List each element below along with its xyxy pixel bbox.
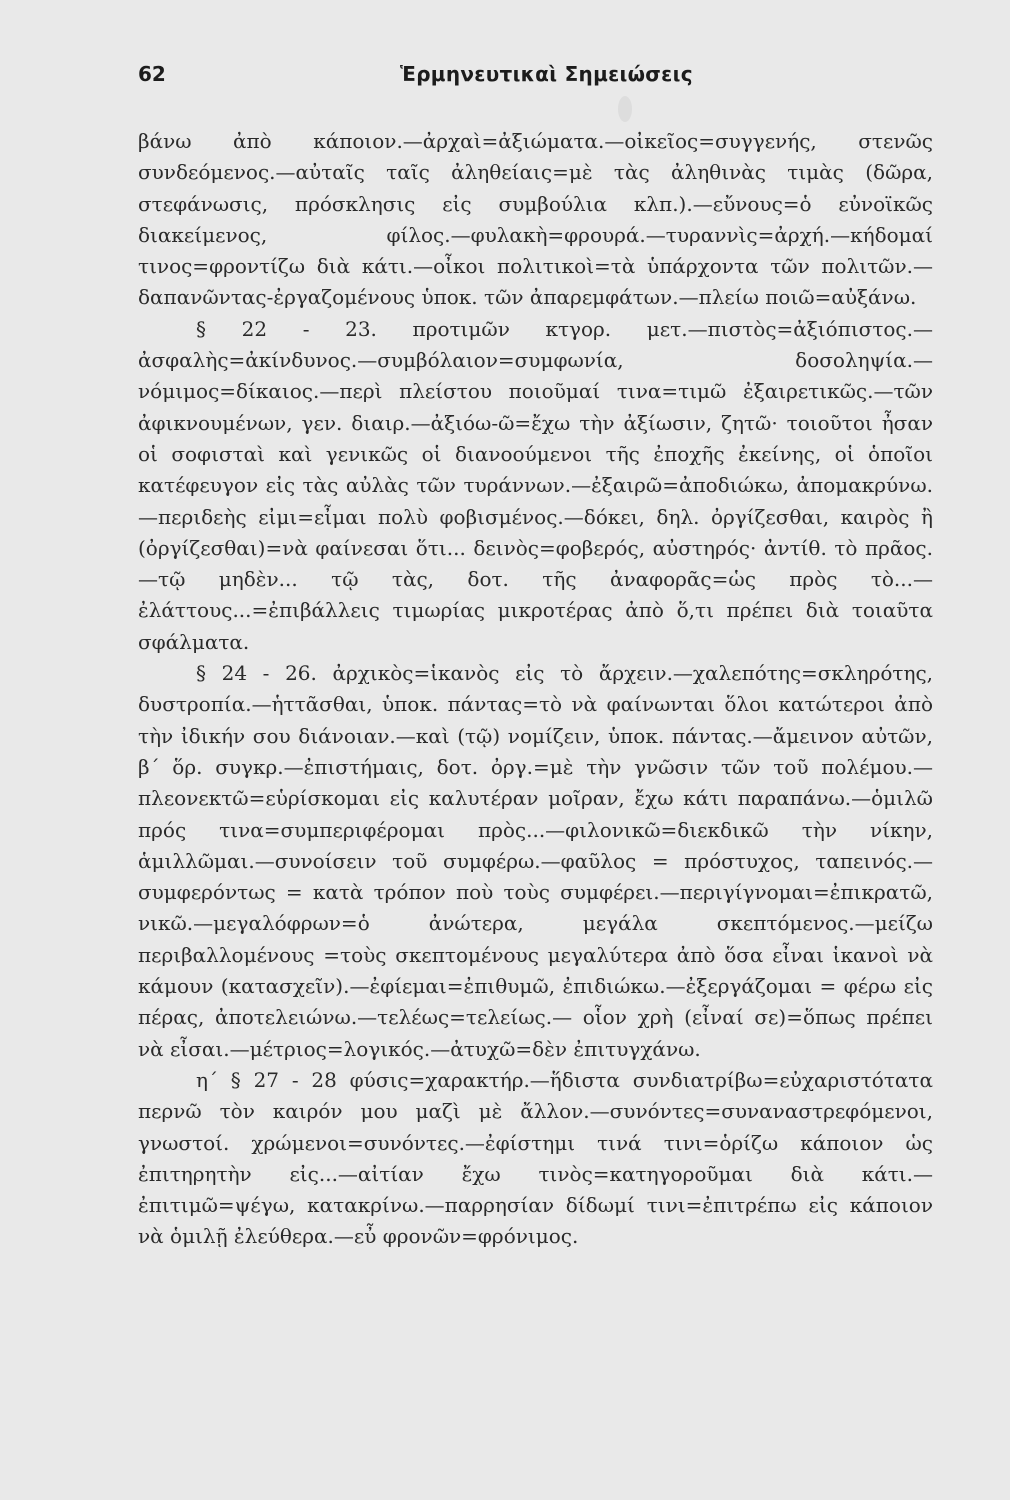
paper-smudge: [618, 96, 632, 122]
paragraph: η΄ § 27 - 28 φύσις=χαρακτήρ.—ἥδιστα συνδιατρίβω=εὐχαριστότατα περνῶ τὸν καιρόν μου μαζὶ μὲ ἄλλον.—συνόντες=συναναστρεφόμενοι, γνωστοί. χρώμενοι=συνόντες.—ἐφίστημι τινά τινι=ὁρίζω κάποιον ὡς ἐπιτηρητὴν εἰς...—αἰτίαν ἔχω τινὸς=κατηγοροῦμαι διὰ κάτι.—ἐπιτιμῶ=ψέγω, κατακρίνω.—παρρησίαν δίδωμί τινι=ἐπιτρέπω εἰς κάποιον νὰ ὁμιλῇ ἐλεύθερα.—εὖ φρονῶν=φρόνιμος.: [138, 1067, 933, 1249]
paragraph: § 22 - 23. προτιμῶν κτγορ. μετ.—πιστὸς=ἀξιόπιστος.—ἀσφαλὴς=ἀκίνδυνος.—συμβόλαιον=συμφωνία, δοσοληψία.—νόμιμος=δίκαιος.—περὶ πλείστου ποιοῦμαί τινα=τιμῶ ἐξαιρετικῶς.—τῶν ἀφικνουμένων, γεν. διαιρ.—ἀξιόω-ῶ=ἔχω τὴν ἀξίωσιν, ζητῶ· τοιοῦτοι ἦσαν οἱ σοφισταὶ καὶ γενικῶς οἱ διανοούμενοι τῆς ἐποχῆς ἐκείνης, οἱ ὁποῖοι κατέφευγον εἰς τὰς αὐλὰς τῶν τυράννων.—ἐξαιρῶ=ἀποδιώκω, ἀπομακρύνω.—περιδεὴς εἰμι=εἶμαι πολὺ φοβισμένος.—δόκει, δηλ. ὀργίζεσθαι, καιρὸς ἢ (ὀργίζεσθαι)=νὰ φαίνεσαι ὅτι... δεινὸς=φοβερός, αὐστηρός· ἀντίθ. τὸ πρᾶος.—τῷ μηδὲν... τῷ τὰς, δοτ. τῆς ἀναφορᾶς=ὡς πρὸς τὸ...—ἐλάττους...=ἐπιβάλλεις τιμωρίας μικροτέρας ἀπὸ ὅ,τι πρέπει διὰ τοιαῦτα σφάλματα.: [138, 316, 933, 654]
running-title: Ἑρμηνευτικαὶ Σημειώσεις: [400, 62, 693, 86]
page-number: 62: [138, 62, 166, 86]
paragraph: § 24 - 26. ἀρχικὸς=ἱκανὸς εἰς τὸ ἄρχειν.—χαλεπότης=σκληρότης, δυστροπία.—ἡττᾶσθαι, ὑποκ. πάντας=τὸ νὰ φαίνωνται ὅλοι κατώτεροι ἀπὸ τὴν ἰδικήν σου διάνοιαν.—καὶ (τῷ) νομίζειν, ὑποκ. πάντας.—ἄμεινον αὐτῶν, β΄ ὅρ. συγκρ.—ἐπιστήμαις, δοτ. ὀργ.=μὲ τὴν γνῶσιν τῶν τοῦ πολέμου.—πλεονεκτῶ=εὑρίσκομαι εἰς καλυτέραν μοῖραν, ἔχω κάτι παραπάνω.—ὁμιλῶ πρός τινα=συμπεριφέρομαι πρὸς...—φιλονικῶ=διεκδικῶ τὴν νίκην, ἁμιλλῶμαι.—συνοίσειν τοῦ συμφέρω.—φαῦλος = πρόστυχος, ταπεινός.—συμφερόντως = κατὰ τρόπον ποὺ τοὺς συμφέρει.—περιγίγνομαι=ἐπικρατῶ, νικῶ.—μεγαλόφρων=ὁ ἀνώτερα, μεγάλα σκεπτόμενος.—μείζω περιβαλλομένους =τοὺς σκεπτομένους μεγαλύτερα ἀπὸ ὅσα εἶναι ἱκανοὶ νὰ κάμουν (κατασχεῖν).—ἐφίεμαι=ἐπιθυμῶ, ἐπιδιώκω.—ἐξεργάζομαι = φέρω εἰς πέρας, ἀποτελειώνω.—τελέως=τελείως.— οἷον χρὴ (εἶναί σε)=ὅπως πρέπει νὰ εἶσαι.—μέτριος=λογικός.—ἀτυχῶ=δὲν ἐπιτυγχάνω.: [138, 661, 933, 1061]
page-header: [138, 62, 930, 92]
paragraph: βάνω ἀπὸ κάποιον.—ἀρχαὶ=ἀξιώματα.—οἰκεῖος=συγγενής, στενῶς συνδεόμενος.—αὐταῖς ταῖς ἀληθείαις=μὲ τὰς ἀληθινὰς τιμὰς (δῶρα, στεφάνωσις, πρόσκλησις εἰς συμβούλια κλπ.).—εὔνους=ὁ εὐνοϊκῶς διακείμενος, φίλος.—φυλακὴ=φρουρά.—τυραννὶς=ἀρχή.—κήδομαί τινος=φροντίζω διὰ κάτι.—οἶκοι πολιτικοὶ=τὰ ὑπάρχοντα τῶν πολιτῶν.—δαπανῶντας-ἐργαζομένους ὑποκ. τῶν ἀπαρεμφάτων.—πλείω ποιῶ=αὐξάνω.: [138, 129, 933, 310]
commentary-text: [138, 126, 933, 1253]
